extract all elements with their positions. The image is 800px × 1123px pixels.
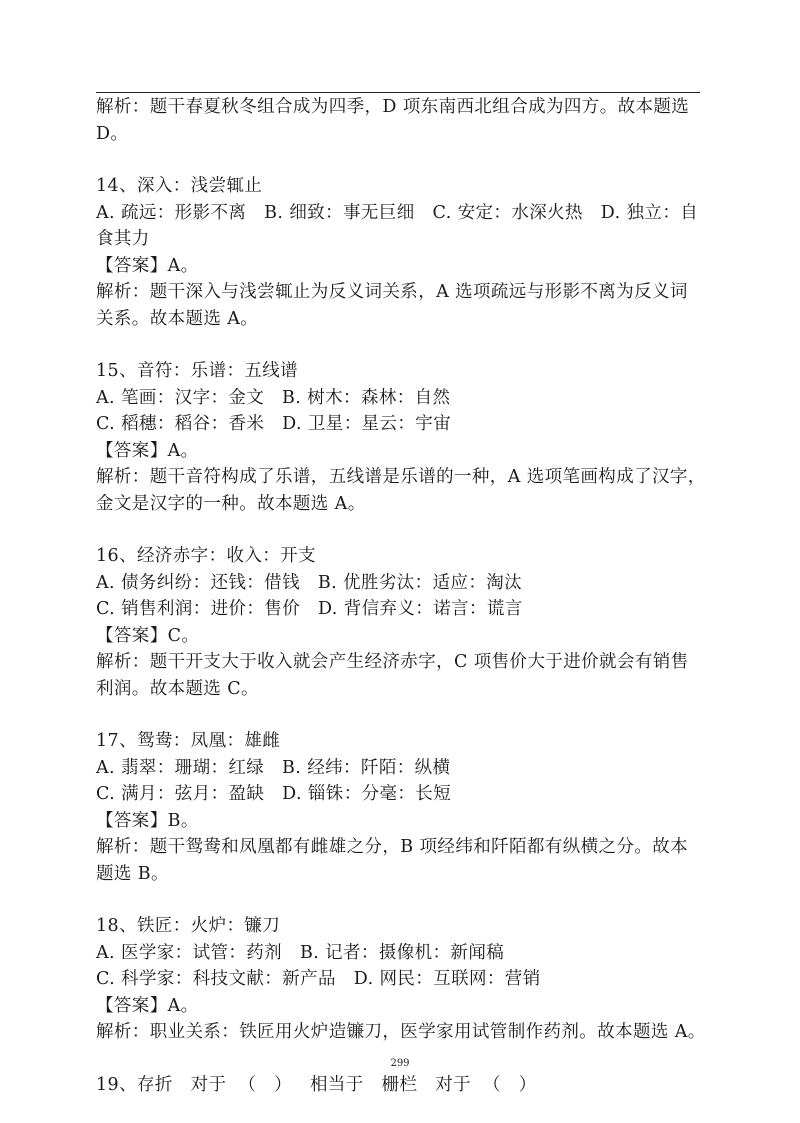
question-16 — [96, 543, 704, 702]
question-options: C. 满月：弦月：盈缺 D. 锱铢：分毫：长短 — [96, 784, 452, 804]
page-number: 299 — [390, 1058, 410, 1069]
question-18 — [96, 913, 704, 1046]
analysis-text: 解析：题干春夏秋冬组合成为四季，D 项东南西北组合成为四方。故本题选 — [96, 97, 690, 117]
analysis-text: 解析：题干鸳鸯和凤凰都有雌雄之分，B 项经纬和阡陌都有纵横之分。故本 — [96, 837, 689, 857]
question-17 — [96, 728, 704, 887]
question-14 — [96, 173, 704, 332]
question-stem: 17、鸳鸯：凤凰：雄雌 — [96, 731, 281, 751]
analysis-text: 题选 B。 — [96, 863, 169, 884]
question-15 — [96, 358, 704, 517]
analysis-text: D。 — [96, 123, 129, 144]
question-options: C. 稻穗：稻谷：香米 D. 卫星：星云：宇宙 — [96, 414, 452, 434]
analysis-text: 解析：题干开支大于收入就会产生经济赤字，C 项售价大于进价就会有销售 — [96, 652, 689, 672]
question-options: A. 笔画：汉字：金文 B. 树木：森林：自然 — [96, 387, 451, 408]
question-options: A. 翡翠：珊瑚：红绿 B. 经纬：阡陌：纵横 — [96, 757, 451, 778]
analysis-text: 利润。故本题选 C。 — [96, 678, 259, 699]
answer-text: 【答案】B。 — [96, 810, 199, 831]
question-options: C. 销售利润：进价：售价 D. 背信弃义：诺言：谎言 — [96, 599, 523, 619]
question-options: A. 疏远：形影不离 B. 细致：事无巨细 C. 安定：水深火热 D. 独立：自 — [96, 202, 699, 223]
answer-text: 【答案】A。 — [96, 255, 199, 276]
answer-text: 【答案】A。 — [96, 440, 199, 461]
question-19 — [96, 1072, 704, 1099]
analysis-text: 关系。故本题选 A。 — [96, 308, 259, 329]
question-stem: 14、深入：浅尝辄止 — [96, 176, 263, 196]
question-stem: 15、音符：乐谱：五线谱 — [96, 361, 299, 381]
question-stem: 16、经济赤字：收入：开支 — [96, 546, 316, 566]
question-options: A. 债务纠纷：还钱：借钱 B. 优胜劣汰：适应：淘汰 — [96, 572, 523, 593]
answer-text: 【答案】C。 — [96, 625, 200, 646]
analysis-text: 解析：题干深入与浅尝辄止为反义词关系，A 选项疏远与形影不离为反义词 — [96, 282, 688, 302]
intro-block — [96, 94, 704, 147]
question-options: C. 科学家：科技文献：新产品 D. 网民：互联网：营销 — [96, 969, 541, 989]
analysis-text: 解析：题干音符构成了乐谱，五线谱是乐谱的一种，A 选项笔画构成了汉字， — [96, 467, 706, 487]
question-options: A. 医学家：试管：药剂 B. 记者：摄像机：新闻稿 — [96, 942, 505, 963]
question-stem: 18、铁匠：火炉：镰刀 — [96, 916, 281, 936]
header-rule — [96, 92, 700, 93]
answer-text: 【答案】A。 — [96, 995, 199, 1016]
analysis-text: 解析：职业关系：铁匠用火炉造镰刀，医学家用试管制作药剂。故本题选 A。 — [96, 1022, 706, 1042]
document-page — [96, 94, 704, 1098]
question-stem: 19、存折 对于 （ ） 相当于 栅栏 对于 （ ） — [96, 1074, 537, 1095]
question-options: 食其力 — [96, 229, 150, 249]
analysis-text: 金文是汉字的一种。故本题选 A。 — [96, 493, 366, 514]
